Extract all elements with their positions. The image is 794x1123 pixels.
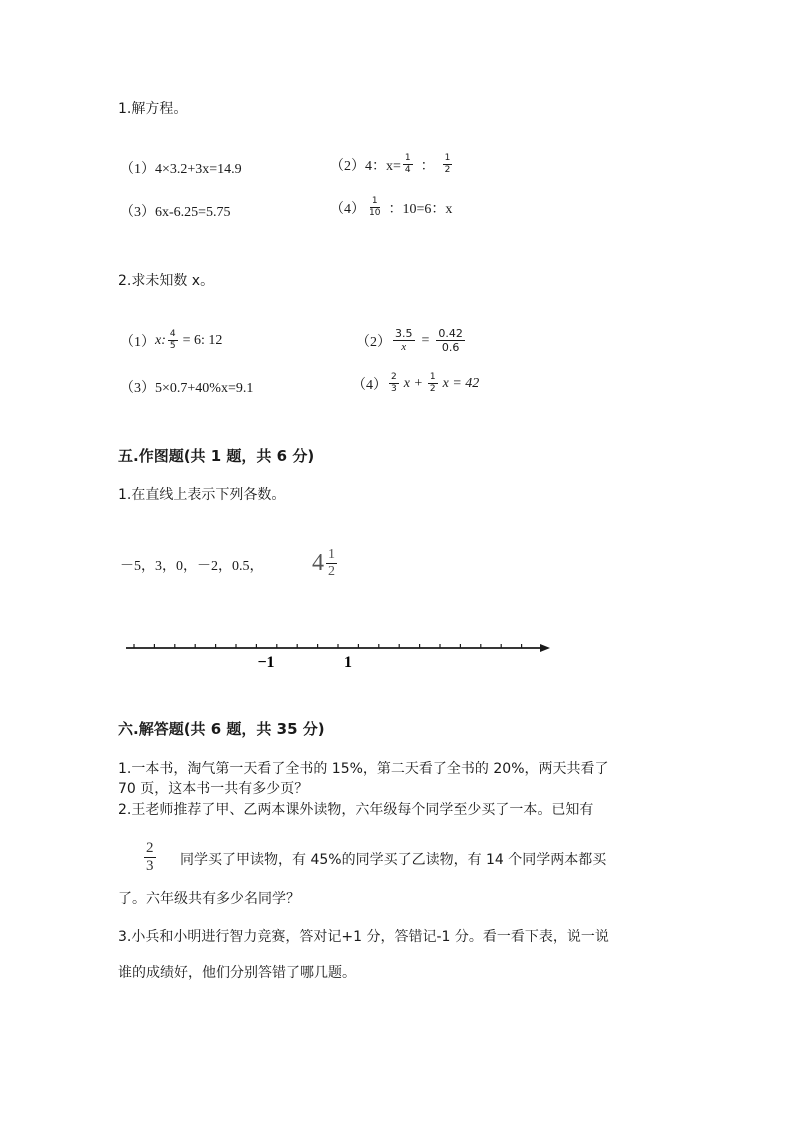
equation-suffix: x = 42 — [442, 375, 480, 391]
numerator: 0.42 — [438, 327, 463, 340]
numerator: 1 — [328, 547, 335, 562]
q1-item-3 — [120, 201, 231, 221]
number-list: －5，3，0，－2，0.5， — [120, 559, 264, 574]
fraction — [443, 154, 453, 175]
item-label: （4） — [330, 201, 365, 217]
sec5-q1-title: 1.在直线上表示下列各数。 — [118, 487, 286, 503]
fraction — [436, 328, 465, 353]
axis-label-1: 1 — [344, 654, 352, 671]
denominator: 10 — [369, 208, 381, 218]
denominator: 2 — [444, 165, 451, 175]
fraction — [144, 841, 156, 874]
q2-item-3 — [120, 377, 253, 397]
problem-2-fraction — [142, 841, 158, 874]
item-label: （2） — [356, 334, 391, 350]
numerator: 1 — [429, 372, 436, 382]
problem-3-line-1: 3.小兵和小明进行智力竞赛，答对记+1 分，答错记-1 分。看一看下表，说一说 — [118, 929, 609, 945]
q1-item-4 — [330, 197, 452, 218]
numerator: 1 — [371, 196, 378, 206]
numerator: 2 — [391, 372, 397, 382]
numerator: 1 — [404, 153, 411, 163]
ratio-sign: ： — [420, 158, 435, 174]
equation: 5×0.7+40%x=9.1 — [155, 381, 254, 396]
problem-1-line-2: 70 页，这本书一共有多少页？ — [118, 781, 309, 797]
fraction — [428, 373, 438, 394]
denominator: 5 — [169, 341, 176, 351]
mixed-whole: 4 — [312, 550, 324, 576]
fraction — [367, 197, 382, 218]
denominator: 2 — [429, 384, 436, 394]
equals-sign: = — [421, 332, 430, 348]
mixed-number — [312, 548, 339, 579]
problem-2-line-1: 2.王老师推荐了甲、乙两本课外读物，六年级每个同学至少买了一本。已知有 — [118, 802, 594, 818]
denominator: 0.6 — [441, 341, 460, 354]
equation-prefix: x: — [155, 332, 166, 348]
denominator: 2 — [328, 564, 335, 579]
numerator: 2 — [146, 840, 154, 856]
problem-2-line-2: 同学买了甲读物，有 45%的同学买了乙读物，有 14 个同学两本都买 — [180, 852, 607, 868]
number-line — [120, 635, 560, 675]
axis-arrow-icon — [540, 644, 550, 652]
q2-item-4 — [352, 373, 479, 394]
q2-item-2 — [356, 328, 467, 353]
axis-label-neg1: −1 — [257, 654, 275, 671]
q2-title: 2.求未知数 x。 — [118, 273, 215, 289]
problem-2-line-3: 了。六年级共有多少名同学？ — [118, 891, 300, 907]
denominator: x — [401, 341, 407, 353]
denominator: 3 — [146, 858, 154, 874]
problem-3-line-2: 谁的成绩好，他们分别答错了哪几题。 — [118, 965, 356, 981]
item-label: （1） — [120, 334, 155, 350]
section-6-heading: 六.解答题(共 6 题，共 35 分) — [118, 720, 325, 738]
equation-middle: x + — [403, 375, 423, 391]
item-label: （3） — [120, 205, 155, 220]
mixed-fraction — [326, 548, 337, 579]
fraction — [403, 154, 413, 175]
fraction — [168, 330, 178, 351]
section-5-heading: 五.作图题(共 1 题，共 6 分) — [118, 447, 315, 465]
fraction — [389, 373, 399, 394]
problem-1-line-1: 1.一本书，淘气第一天看了全书的 15%，第二天看了全书的 20%，两天共看了 — [118, 761, 609, 777]
fraction — [393, 328, 415, 353]
q2-item-1 — [120, 330, 222, 351]
numerator: 1 — [444, 153, 451, 163]
item-label: （2） — [330, 158, 365, 174]
denominator: 4 — [404, 165, 411, 175]
q1-title: 1.解方程。 — [118, 101, 188, 117]
numerator: 3.5 — [395, 327, 413, 340]
numerator: 4 — [169, 329, 176, 339]
equation: 6x-6.25=5.75 — [155, 205, 231, 220]
q1-item-1 — [120, 158, 242, 178]
equation: 4×3.2+3x=14.9 — [155, 162, 242, 177]
item-label: （3） — [120, 381, 155, 396]
equation-suffix: = 6: 12 — [182, 332, 223, 348]
equation-suffix: ：10=6：x — [388, 201, 453, 217]
denominator: 3 — [391, 384, 397, 394]
q1-item-2 — [330, 154, 454, 175]
equation-prefix: 4：x= — [365, 158, 401, 174]
item-label: （1） — [120, 162, 155, 177]
item-label: （4） — [352, 377, 387, 393]
